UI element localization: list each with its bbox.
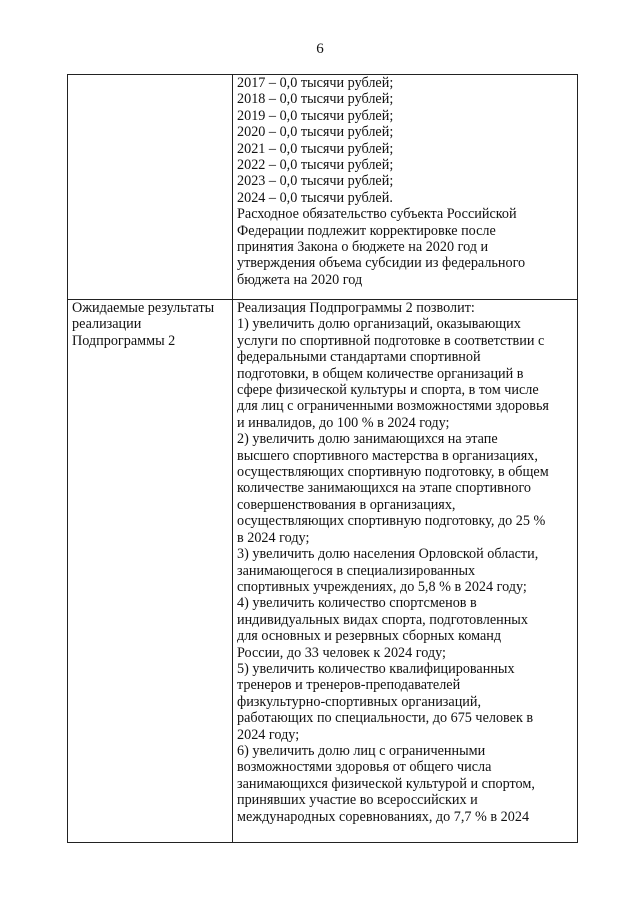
text-line: принятия Закона о бюджете на 2020 год и xyxy=(237,239,489,256)
text-line: утверждения объема субсидии из федерального xyxy=(237,255,526,272)
row2-content-cell xyxy=(233,300,578,843)
text-line: возможностями здоровья от общего числа xyxy=(237,759,492,776)
text-line: 5) увеличить количество квалифицированных xyxy=(237,660,515,677)
text-line: спортивных учреждениях, до 5,8 % в 2024 году; xyxy=(237,578,527,595)
text-line: 1) увеличить долю организаций, оказывающих xyxy=(237,316,521,333)
text-line: 2024 – 0,0 тысячи рублей. xyxy=(237,189,393,206)
text-line: 2023 – 0,0 тысячи рублей; xyxy=(237,173,394,190)
text-line: 2017 – 0,0 тысячи рублей; xyxy=(237,75,394,91)
text-line: занимающихся физической культурой и спортом, xyxy=(237,775,535,792)
text-line: количестве занимающихся на этапе спортивного xyxy=(237,480,532,497)
row1-content-cell xyxy=(233,75,578,300)
text-line: международных соревнованиях, до 7,7 % в 2024 xyxy=(237,808,530,825)
row2-label-cell xyxy=(68,300,233,843)
text-line: работающих по специальности, до 675 человек в xyxy=(237,710,534,727)
text-line: Федерации подлежит корректировке после xyxy=(237,222,496,239)
text-line: 2018 – 0,0 тысячи рублей; xyxy=(237,91,394,108)
text-line: услуги по спортивной подготовке в соответствии с xyxy=(237,332,545,349)
text-line: в 2024 году; xyxy=(237,529,310,546)
row1-label-cell xyxy=(68,75,233,300)
text-line: и инвалидов, до 100 % в 2024 году; xyxy=(237,414,450,431)
text-line: 3) увеличить долю населения Орловской области, xyxy=(237,546,539,563)
text-line: осуществляющих спортивную подготовку, до 25 % xyxy=(237,513,546,530)
text-line: индивидуальных видах спорта, подготовленных xyxy=(237,611,528,628)
text-line: физкультурно-спортивных организаций, xyxy=(237,693,482,710)
text-line: подготовки, в общем количестве организаций в xyxy=(237,365,524,382)
page-number: 6 xyxy=(316,41,324,57)
table-row-budget xyxy=(68,75,578,300)
text-line: Расходное обязательство субъекта Российской xyxy=(237,206,517,223)
program-table xyxy=(67,74,578,843)
text-line: высшего спортивного мастерства в организациях, xyxy=(237,447,538,464)
text-line: 2024 году; xyxy=(237,726,300,743)
text-line: принявших участие во всероссийских и xyxy=(237,792,478,809)
text-line: Реализация Подпрограммы 2 позволит: xyxy=(237,300,475,316)
text-line: 4) увеличить количество спортсменов в xyxy=(237,595,477,612)
text-line: бюджета на 2020 год xyxy=(237,271,363,288)
text-line: 2021 – 0,0 тысячи рублей; xyxy=(237,140,394,157)
label-line: реализации xyxy=(72,316,142,333)
text-line: 2) увеличить долю занимающихся на этапе xyxy=(237,431,498,448)
text-line: 2019 – 0,0 тысячи рублей; xyxy=(237,107,394,124)
text-line: совершенствования в организациях, xyxy=(237,496,456,513)
text-line: сфере физической культуры и спорта, в том числе xyxy=(237,382,539,399)
text-line: осуществляющих спортивную подготовку, в общем xyxy=(237,464,549,481)
text-line: 2020 – 0,0 тысячи рублей; xyxy=(237,124,394,141)
text-line: занимающегося в специализированных xyxy=(237,562,476,579)
text-line: федеральными стандартами спортивной xyxy=(237,349,481,366)
text-line: тренеров и тренеров-преподавателей xyxy=(237,677,461,694)
label-line: Подпрограммы 2 xyxy=(72,332,176,349)
text-line: 2022 – 0,0 тысячи рублей; xyxy=(237,157,394,174)
text-line: 6) увеличить долю лиц с ограниченными xyxy=(237,742,486,759)
text-line: России, до 33 человек к 2024 году; xyxy=(237,644,446,661)
label-line: Ожидаемые результаты xyxy=(72,300,215,316)
table-row-expected-results xyxy=(68,300,578,843)
text-line: для основных и резервных сборных команд xyxy=(237,628,502,645)
text-line: для лиц с ограниченными возможностями здоровья xyxy=(237,398,549,415)
